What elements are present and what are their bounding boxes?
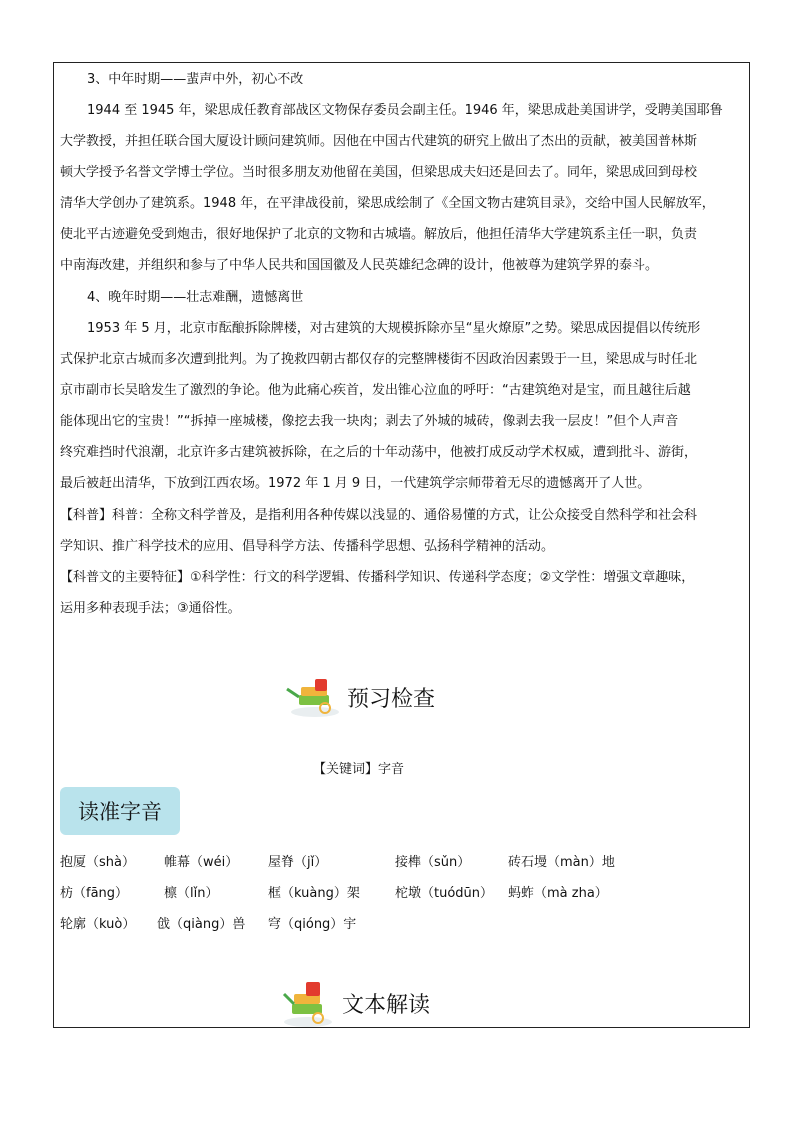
pinyin-item: 戗（qiàng）兽 bbox=[157, 917, 246, 932]
pinyin-item: 帷幕（wéi） bbox=[164, 855, 239, 870]
paragraph-line: 运用多种表现手法；③通俗性。 bbox=[60, 601, 241, 616]
pinyin-item: 枋（fāng） bbox=[60, 886, 129, 901]
section-heading-late-years: 4、晚年时期——壮志难酬，遗憾离世 bbox=[87, 290, 304, 305]
pinyin-item: 屋脊（jǐ） bbox=[268, 855, 328, 870]
section-title: 文本解读 bbox=[342, 992, 431, 1018]
science-popularization-note: 【科普】科普：全称文科学普及，是指利用各种传媒以浅显的、通俗易懂的方式，让公众接受自然科学和社会科 bbox=[60, 508, 698, 523]
paragraph-line: 顿大学授予名誉文学博士学位。当时很多朋友劝他留在美国，但梁思成夫妇还是回去了。同年，梁思成回到母校 bbox=[60, 165, 698, 180]
pinyin-item: 柁墩（tuódūn） bbox=[395, 886, 494, 901]
paragraph-line: 能体现出它的宝贵！”“拆掉一座城楼，像挖去我一块肉；剥去了外城的城砖，像剥去我一层皮！”但个人声音 bbox=[60, 414, 679, 429]
keyword-line: 【关键词】字音 bbox=[313, 762, 405, 777]
pinyin-item: 砖石墁（màn）地 bbox=[508, 855, 615, 870]
paragraph-line: 1953 年 5 月，北京市酝酿拆除牌楼，对古建筑的大规模拆除亦呈“星火燎原”之势。梁思成因提倡以传统形 bbox=[87, 321, 701, 336]
paragraph-line: 清华大学创办了建筑系。1948 年，在平津战役前，梁思成绘制了《全国文物古建筑目录》，交给中国人民解放军， bbox=[60, 196, 715, 211]
paragraph-line: 京市副市长吴晗发生了激烈的争论。他为此痛心疾首，发出锥心泣血的呼吁：“古建筑绝对是宝，而且越往后越 bbox=[60, 383, 691, 398]
science-text-features-note: 【科普文的主要特征】①科学性：行文的科学逻辑、传播科学知识、传递科学态度；②文学性：增强文章趣味， bbox=[60, 570, 695, 585]
books-icon bbox=[285, 675, 341, 719]
paragraph-line: 大学教授，并担任联合国大厦设计顾问建筑师。因他在中国古代建筑的研究上做出了杰出的贡献，被美国普林斯 bbox=[60, 134, 698, 149]
reading-badge: 读准字音 bbox=[60, 787, 180, 835]
books-icon bbox=[280, 978, 336, 1028]
pinyin-item: 檩（lǐn） bbox=[164, 886, 219, 901]
pinyin-item: 蚂蚱（mà zha） bbox=[508, 886, 608, 901]
paragraph-line: 使北平古迹避免受到炮击，很好地保护了北京的文物和古城墙。解放后，他担任清华大学建筑系主任一职，负责 bbox=[60, 227, 698, 242]
section-title: 预习检查 bbox=[347, 686, 436, 712]
paragraph-line: 中南海改建，并组织和参与了中华人民共和国国徽及人民英雄纪念碑的设计，他被尊为建筑学界的泰斗。 bbox=[60, 258, 659, 273]
section-heading-middle-age: 3、中年时期——蜚声中外，初心不改 bbox=[87, 72, 304, 87]
section-preview-check bbox=[285, 675, 435, 719]
paragraph-line: 1944 至 1945 年，梁思成任教育部战区文物保存委员会副主任。1946 年，梁思成赴美国讲学，受聘美国耶鲁 bbox=[87, 103, 723, 118]
paragraph-line: 终究难挡时代浪潮，北京许多古建筑被拆除，在之后的十年动荡中，他被打成反动学术权威，遭到批斗、游街， bbox=[60, 445, 698, 460]
paragraph-line: 式保护北京古城而多次遭到批判。为了挽救四朝古都仅存的完整牌楼街不因政治因素毁于一旦，梁思成与时任北 bbox=[60, 352, 698, 367]
section-text-reading bbox=[280, 978, 430, 1028]
pinyin-item: 穹（qióng）宇 bbox=[268, 917, 357, 932]
paragraph-line: 最后被赶出清华，下放到江西农场。1972 年 1 月 9 日，一代建筑学宗师带着无尽的遗憾离开了人世。 bbox=[60, 476, 651, 491]
paragraph-line: 学知识、推广科学技术的应用、倡导科学方法、传播科学思想、弘扬科学精神的活动。 bbox=[60, 539, 555, 554]
pinyin-item: 框（kuàng）架 bbox=[268, 886, 360, 901]
pinyin-item: 接榫（sǔn） bbox=[395, 855, 471, 870]
pinyin-item: 抱厦（shà） bbox=[60, 855, 135, 870]
pinyin-item: 轮廓（kuò） bbox=[60, 917, 136, 932]
